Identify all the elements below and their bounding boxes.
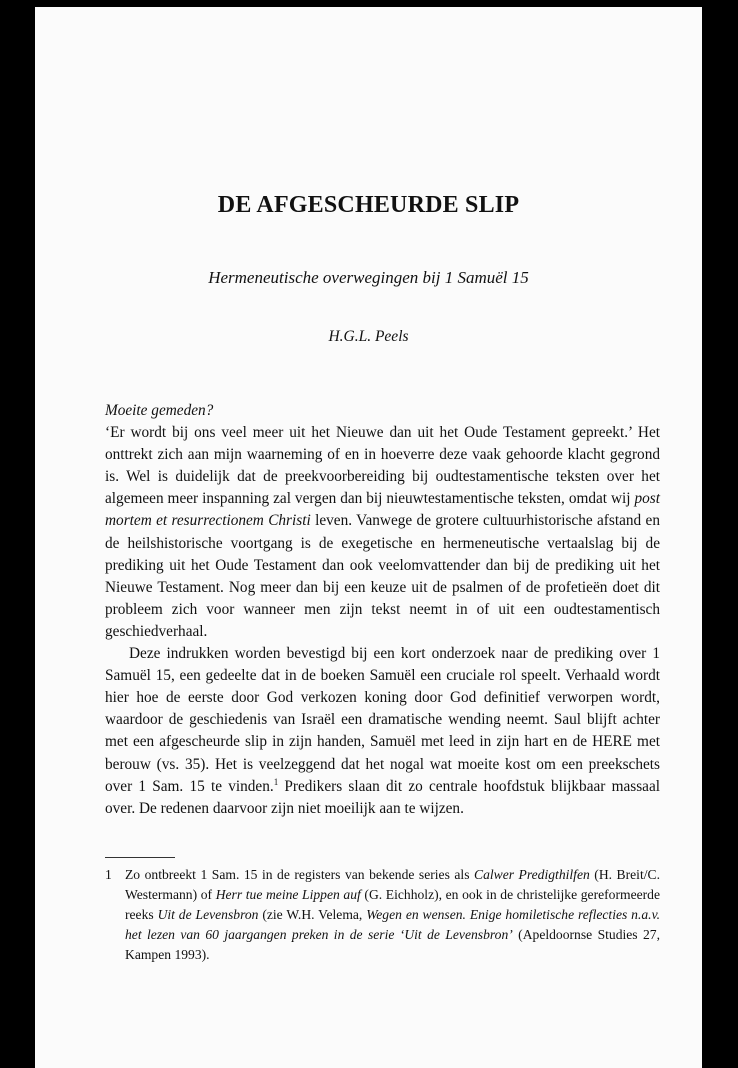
footnote-italic-2: Herr tue meine Lippen auf: [215, 886, 361, 902]
footnote-italic-4: Wegen en wensen. Enige homiletische reflecties n.a.v. het lezen van 60 jaargangen preken in de serie ‘Uit de Levensbron’: [125, 906, 660, 942]
footnote-reference[interactable]: 1: [273, 776, 279, 787]
footnote-text: [125, 865, 660, 965]
footnote-italic-1: Calwer Predigthilfen: [474, 867, 590, 882]
paragraph-1-italic: post mortem et resurrectionem Christi: [105, 490, 660, 530]
paragraph-2-text-a: Deze indrukken worden bevestigd bij een kort onderzoek naar de prediking over 1 Samuël 15, een gedeelte dat in de boeken Samuël een cruciale rol speelt. Verhaald wordt hier hoe de eerste door God verkozen koning door God definitief verworpen wordt, waardoor de geschiedenis van Israël een dramatische wending neemt. Saul blijft achter met een afgescheurde slip in zijn handen, Samuël met leed in zijn hart en de HERE met berouw (vs. 35). Het is veelzeggend dat het nogal wat moeite kost om een preekschets over 1 Sam. 15 te vinden.: [105, 645, 660, 795]
document-page: [35, 7, 702, 1068]
paragraph-2: [105, 643, 660, 820]
document-subtitle: Hermeneutische overwegingen bij 1 Samuël 15: [208, 268, 529, 287]
body-text: [105, 400, 660, 820]
footnote-divider: [105, 857, 175, 858]
paragraph-1-text-b: leven. Vanwege de grotere cultuurhistorische afstand en de heilshistorische voortgang is de exegetische en hermeneutische vertaalslag bij de prediking uit het Oude Testament dan ook veelomvattender dan bij de prediking uit het Nieuwe Testament. Nog meer dan bij een keuze uit de psalmen of de profetieën doet dit probleem zich voor wanneer men zijn tekst neemt in of uit een oudtestamentisch geschiedverhaal.: [105, 512, 660, 640]
author-name: H.G.L. Peels: [328, 328, 409, 345]
footnote-text-4: (zie W.H. Velema,: [258, 906, 367, 922]
footnote: [105, 865, 660, 965]
footnote-italic-3: Uit de Levensbron: [157, 906, 259, 922]
footnote-text-3: (G. Eichholz), en ook in de christelijke gereformeerde reeks: [125, 886, 660, 922]
document-title: DE AFGESCHEURDE SLIP: [217, 192, 520, 218]
paragraph-2-text-b: Predikers slaan dit zo centrale hoofdstuk blijkbaar massaal over. De redenen daarvoor zijn niet moeilijk aan te wijzen.: [105, 777, 661, 817]
footnote-text-5: (Apeldoornse Studies 27, Kampen 1993).: [125, 926, 660, 962]
paragraph-1: [105, 422, 660, 643]
footnote-text-2: (H. Breit/C. Westermann) of: [125, 867, 660, 902]
paragraph-1-text-a: ‘Er wordt bij ons veel meer uit het Nieuwe dan uit het Oude Testament gepreekt.’ Het onttrekt zich aan mijn waarneming of en in hoeverre deze vaak gehoorde klacht gegrond is. Wel is duidelijk dat de preekvoorbereiding bij oudtestamentische teksten over het algemeen meer inspanning zal vergen dan bij nieuwtestamentische teksten, omdat wij: [105, 424, 660, 508]
footnote-text-1: Zo ontbreekt 1 Sam. 15 in de registers van bekende series als: [125, 867, 474, 882]
footnote-number: 1: [105, 867, 112, 882]
section-heading: Moeite gemeden?: [105, 402, 214, 419]
